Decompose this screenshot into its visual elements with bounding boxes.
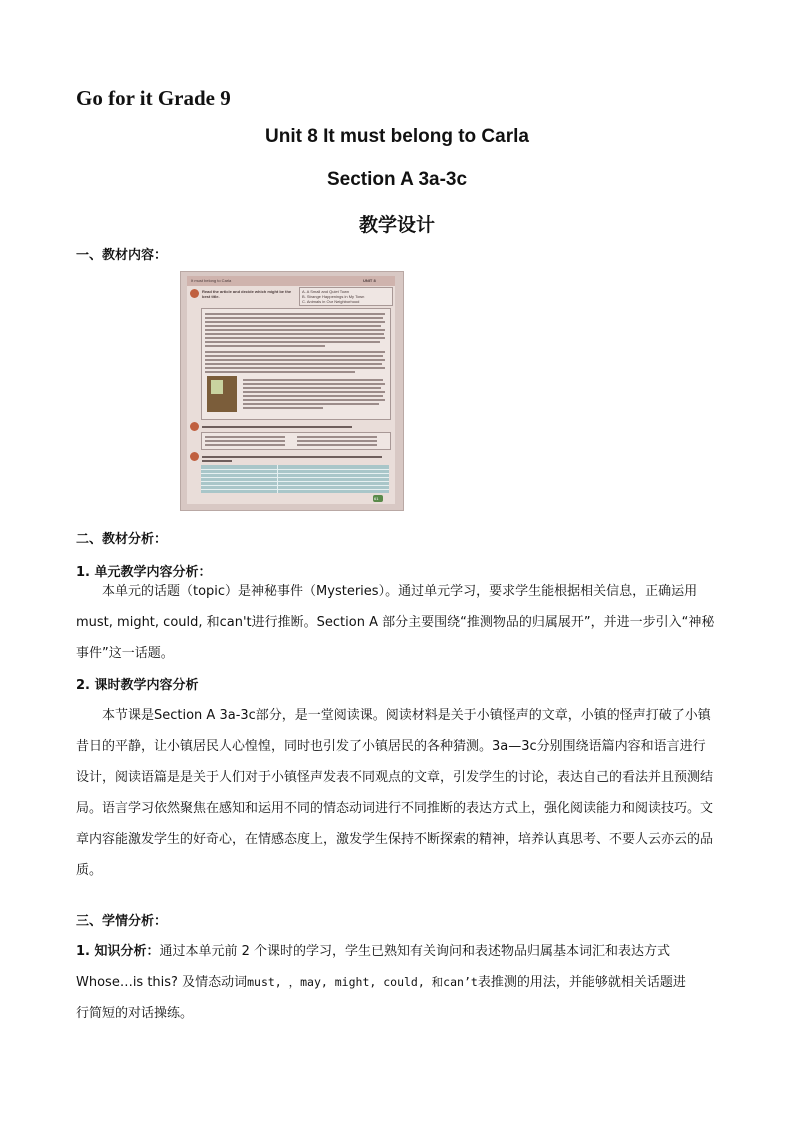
task-3c-bullet xyxy=(190,452,199,461)
text-line xyxy=(205,317,383,319)
document-title: Go for it Grade 9 xyxy=(76,86,231,110)
text-line xyxy=(243,403,379,405)
table-divider xyxy=(277,465,278,493)
text-line xyxy=(243,395,383,397)
text-line xyxy=(205,440,285,442)
text-line xyxy=(297,444,377,446)
illustration-window xyxy=(211,380,223,394)
table-row xyxy=(201,473,389,474)
text-line xyxy=(297,436,377,438)
table-row xyxy=(201,477,389,478)
text-line xyxy=(205,363,382,365)
part1-heading: 一、教材内容： xyxy=(76,248,168,263)
knowledge-analysis-text-b3: 表推测的用法，并能够就相关话题进 xyxy=(477,975,686,990)
section-title: Section A 3a-3c xyxy=(326,169,468,190)
lesson-analysis-heading: 2. 课时教学内容分析 xyxy=(76,678,199,693)
unit-label: UNIT 8 xyxy=(363,278,376,283)
text-line xyxy=(205,355,383,357)
text-line xyxy=(205,333,384,335)
table-row xyxy=(201,481,389,482)
task-3c-instruction xyxy=(202,460,232,462)
knowledge-analysis-text-a: 通过本单元前 2 个课时的学习，学生已熟知有关询问和表述物品归属基本词汇和表达方式 xyxy=(159,944,671,959)
text-line xyxy=(205,345,325,347)
text-line xyxy=(297,440,377,442)
knowledge-analysis-para xyxy=(76,936,718,1029)
modal-verbs-list: must, ，may, might, could, 和can’t xyxy=(247,975,478,989)
text-line xyxy=(243,387,381,389)
task-3c-instruction xyxy=(202,456,382,458)
knowledge-analysis-label: 1. 知识分析： xyxy=(76,944,160,959)
text-line xyxy=(205,359,385,361)
knowledge-analysis-text-c: 行简短的对话操练。 xyxy=(76,1006,194,1021)
textbook-page xyxy=(187,276,395,504)
text-line xyxy=(205,313,385,315)
table-row xyxy=(201,489,389,490)
unit-analysis-heading: 1. 单元教学内容分析： xyxy=(76,565,212,580)
text-line xyxy=(205,436,285,438)
text-line xyxy=(205,341,380,343)
option-b: B. Strange Happenings in My Town xyxy=(302,294,365,299)
text-line xyxy=(243,383,385,385)
text-line xyxy=(205,371,355,373)
text-line xyxy=(243,399,385,401)
text-line xyxy=(243,379,383,381)
text-line xyxy=(243,391,385,393)
textbook-page-photo xyxy=(180,271,404,511)
text-line xyxy=(205,351,385,353)
unit-analysis-text: 本单元的话题（topic）是神秘事件（Mysteries）。通过单元学习，要求学生能根据相关信息，正确运用must, might, could, 和can't进行推断。Section A 部分主要围绕“推测物品的归属展开”，并进一步引入“神秘事件”这一话题。 xyxy=(76,584,715,661)
task-3a-text: Read the article and decide which might be the best title. xyxy=(202,289,292,299)
text-line xyxy=(205,329,385,331)
text-line xyxy=(205,367,385,369)
page-header-label: It must belong to Carla xyxy=(191,278,232,283)
text-line xyxy=(205,337,385,339)
lesson-analysis-text: 本节课是Section A 3a-3c部分，是一堂阅读课。阅读材料是关于小镇怪声的文章，小镇的怪声打破了小镇昔日的平静，让小镇居民人心惶惶，同时也引发了小镇居民的各种猜测。3a—3c分别围绕语篇内容和语言进行设计，阅读语篇是是关于人们对于小镇怪声发表不同观点的文章，引发学生的讨论，表达自己的看法并且预测结局。语言学习依然聚焦在感知和运用不同的情态动词进行不同推断的表达方式上，强化阅读能力和阅读技巧。文章内容能激发学生的好奇心，在情感态度上，激发学生保持不断探索的精神，培养认真思考、不要人云亦云的品质。 xyxy=(76,708,714,878)
text-line xyxy=(243,407,323,409)
page-number: 61 xyxy=(374,496,379,501)
task-3b-bullet xyxy=(190,422,199,431)
title-options-box xyxy=(299,287,393,306)
option-c: C. Animals in Our Neighborhood xyxy=(302,299,360,304)
part2-heading: 二、教材分析： xyxy=(76,532,168,547)
part3-heading: 三、学情分析： xyxy=(76,914,168,929)
task-3a-bullet xyxy=(190,289,199,298)
text-line xyxy=(205,444,285,446)
option-a: A. A Small and Quiet Town xyxy=(302,289,350,294)
opinions-table xyxy=(201,465,389,493)
knowledge-analysis-text-b1: Whose…is this? 及情态动词 xyxy=(76,975,248,990)
text-line xyxy=(205,321,385,323)
table-row xyxy=(201,469,389,470)
table-row xyxy=(201,485,389,486)
text-line xyxy=(205,325,381,327)
task-3b-instruction xyxy=(202,426,352,428)
unit-title: Unit 8 It must belong to Carla xyxy=(265,126,529,147)
design-title: 教学设计 xyxy=(358,214,435,236)
